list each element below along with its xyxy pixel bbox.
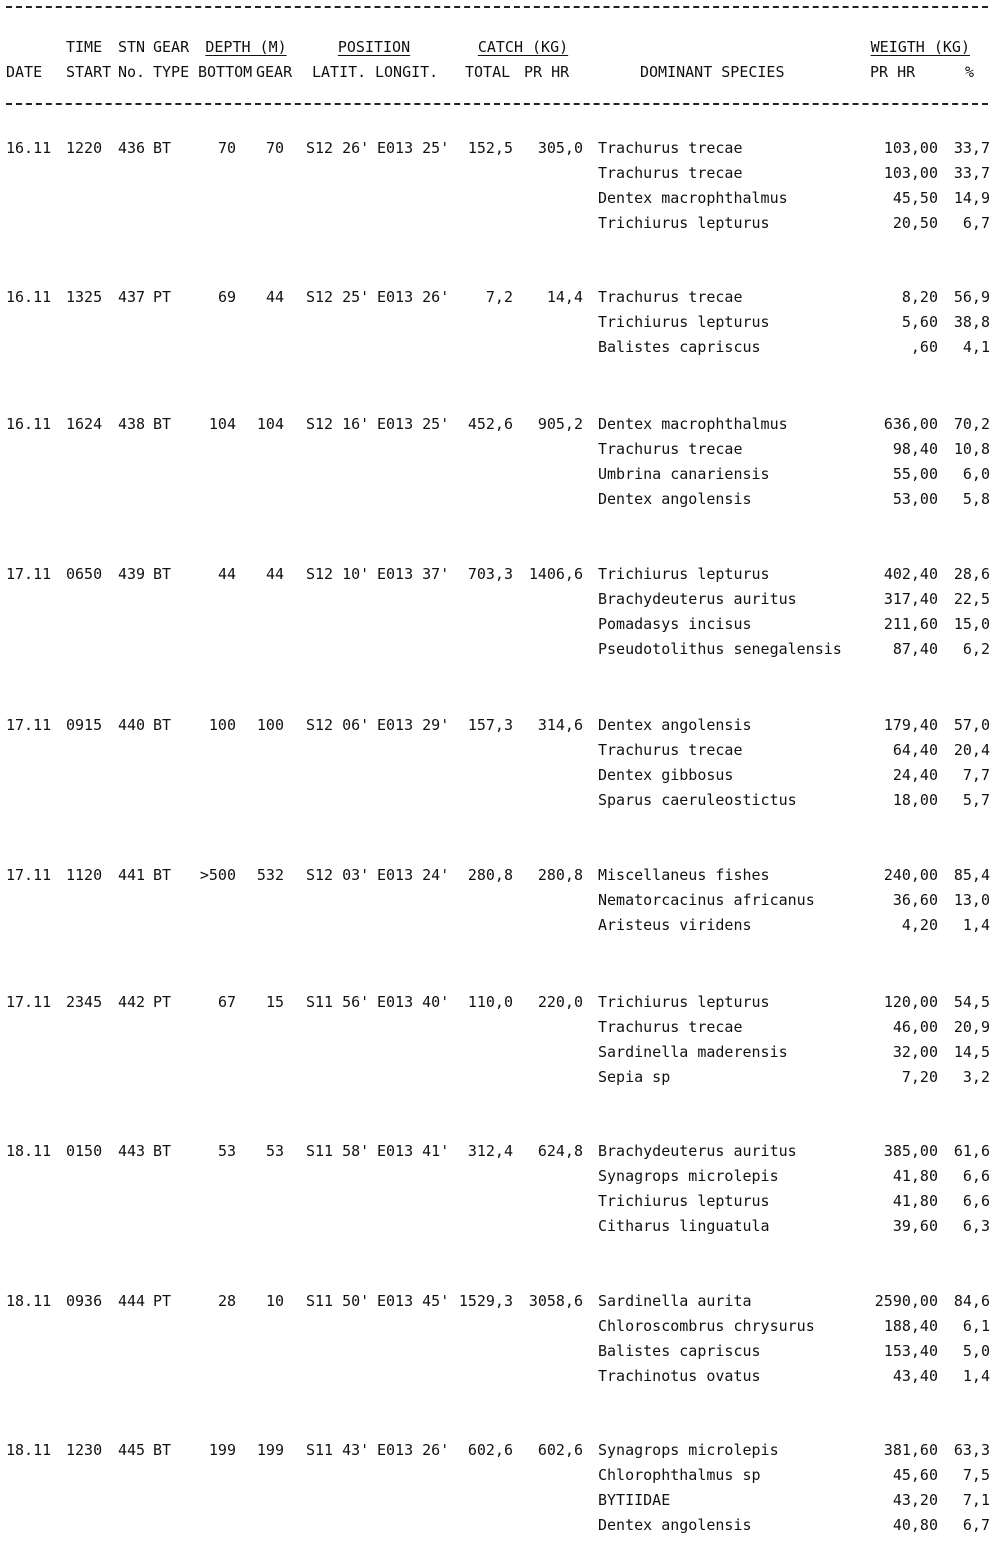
cell-depth-gear: 532 <box>256 866 284 884</box>
cell-species-pct: 22,5 <box>953 590 990 608</box>
cell-gear-type: BT <box>153 1142 172 1160</box>
header-depth-group: DEPTH (M) <box>205 38 287 56</box>
cell-species-pct: 5,7 <box>962 791 990 809</box>
cell-date: 16.11 <box>6 139 52 157</box>
cell-catch-prhr: 220,0 <box>537 993 583 1011</box>
cell-station-no: 441 <box>118 866 146 884</box>
cell-species-pct: 38,8 <box>953 313 990 331</box>
cell-species-weight: 5,60 <box>901 313 938 331</box>
header-depth-bottom: BOTTOM <box>198 63 253 81</box>
cell-species-weight: 381,60 <box>883 1441 938 1459</box>
cell-date: 18.11 <box>6 1441 52 1459</box>
cell-species-pct: 14,5 <box>953 1043 990 1061</box>
cell-species-pct: 3,2 <box>962 1068 990 1086</box>
cell-species-pct: 61,6 <box>953 1142 990 1160</box>
cell-species-name: Sardinella aurita <box>598 1292 752 1310</box>
cell-species-name: Umbrina canariensis <box>598 465 770 483</box>
cell-catch-total: 280,8 <box>467 866 513 884</box>
header-date: DATE <box>6 63 43 81</box>
cell-depth-gear: 70 <box>265 139 284 157</box>
cell-species-weight: 41,80 <box>892 1192 938 1210</box>
cell-species-weight: 2590,00 <box>874 1292 938 1310</box>
cell-species-name: Pseudotolithus senegalensis <box>598 640 842 658</box>
cell-species-weight: 41,80 <box>892 1167 938 1185</box>
cell-species-name: Trichiurus lepturus <box>598 993 770 1011</box>
cell-gear-type: BT <box>153 1441 172 1459</box>
cell-species-name: Synagrops microlepis <box>598 1167 779 1185</box>
cell-species-pct: 57,0 <box>953 716 990 734</box>
cell-gear-type: BT <box>153 565 172 583</box>
cell-gear-type: PT <box>153 993 172 1011</box>
cell-species-weight: 7,20 <box>901 1068 938 1086</box>
cell-start-time: 1120 <box>66 866 103 884</box>
cell-longitude: E013 25' <box>377 415 450 433</box>
cell-catch-total: 312,4 <box>467 1142 513 1160</box>
cell-catch-total: 7,2 <box>485 288 513 306</box>
cell-species-name: Balistes capriscus <box>598 1342 761 1360</box>
cell-species-weight: 188,40 <box>883 1317 938 1335</box>
cell-species-weight: 402,40 <box>883 565 938 583</box>
cell-depth-bottom: 67 <box>217 993 236 1011</box>
cell-depth-bottom: 104 <box>208 415 236 433</box>
cell-species-pct: 7,5 <box>962 1466 990 1484</box>
cell-species-weight: 43,20 <box>892 1491 938 1509</box>
header-gear: GEAR <box>153 38 190 56</box>
cell-species-name: Nematorcacinus africanus <box>598 891 815 909</box>
cell-species-weight: 87,40 <box>892 640 938 658</box>
cell-station-no: 440 <box>118 716 146 734</box>
cell-species-weight: 24,40 <box>892 766 938 784</box>
cell-station-no: 436 <box>118 139 146 157</box>
cell-depth-gear: 15 <box>265 993 284 1011</box>
cell-species-name: Miscellaneus fishes <box>598 866 770 884</box>
cell-start-time: 1220 <box>66 139 103 157</box>
cell-catch-prhr: 1406,6 <box>528 565 583 583</box>
cell-longitude: E013 41' <box>377 1142 450 1160</box>
cell-species-weight: 46,00 <box>892 1018 938 1036</box>
cell-species-pct: 7,1 <box>962 1491 990 1509</box>
cell-species-pct: 10,8 <box>953 440 990 458</box>
cell-latitude: S12 16' <box>306 415 370 433</box>
cell-date: 17.11 <box>6 866 52 884</box>
header-catch-total: TOTAL <box>465 63 511 81</box>
cell-gear-type: BT <box>153 139 172 157</box>
cell-species-pct: 1,4 <box>962 916 990 934</box>
cell-species-weight: 103,00 <box>883 164 938 182</box>
cell-species-pct: 54,5 <box>953 993 990 1011</box>
cell-longitude: E013 24' <box>377 866 450 884</box>
cell-species-name: Brachydeuterus auritus <box>598 1142 797 1160</box>
cell-species-name: Citharus linguatula <box>598 1217 770 1235</box>
header-weight-group: WEIGTH (KG) <box>870 38 970 56</box>
cell-catch-prhr: 3058,6 <box>528 1292 583 1310</box>
cell-species-weight: 36,60 <box>892 891 938 909</box>
cell-date: 17.11 <box>6 565 52 583</box>
cell-species-name: Aristeus viridens <box>598 916 752 934</box>
cell-start-time: 1325 <box>66 288 103 306</box>
cell-latitude: S12 26' <box>306 139 370 157</box>
cell-catch-prhr: 314,6 <box>537 716 583 734</box>
cell-latitude: S11 50' <box>306 1292 370 1310</box>
cell-catch-total: 703,3 <box>467 565 513 583</box>
cell-catch-total: 602,6 <box>467 1441 513 1459</box>
cell-species-pct: 6,0 <box>962 465 990 483</box>
cell-species-weight: 4,20 <box>901 916 938 934</box>
cell-date: 16.11 <box>6 415 52 433</box>
cell-species-name: Trachurus trecae <box>598 440 743 458</box>
cell-species-name: Sardinella maderensis <box>598 1043 788 1061</box>
cell-species-name: Trachurus trecae <box>598 139 743 157</box>
cell-species-name: Dentex macrophthalmus <box>598 189 788 207</box>
cell-station-no: 439 <box>118 565 146 583</box>
cell-latitude: S11 58' <box>306 1142 370 1160</box>
cell-latitude: S12 10' <box>306 565 370 583</box>
cell-gear-type: BT <box>153 716 172 734</box>
cell-species-name: Dentex angolensis <box>598 490 752 508</box>
cell-date: 16.11 <box>6 288 52 306</box>
cell-species-name: Pomadasys incisus <box>598 615 752 633</box>
cell-species-pct: 56,9 <box>953 288 990 306</box>
cell-date: 17.11 <box>6 716 52 734</box>
cell-species-name: Trachurus trecae <box>598 164 743 182</box>
cell-species-name: BYTIIDAE <box>598 1491 671 1509</box>
cell-species-weight: 64,40 <box>892 741 938 759</box>
cell-species-weight: ,60 <box>910 338 938 356</box>
cell-longitude: E013 26' <box>377 1441 450 1459</box>
cell-start-time: 1230 <box>66 1441 103 1459</box>
cell-start-time: 0150 <box>66 1142 103 1160</box>
cell-species-pct: 33,7 <box>953 164 990 182</box>
cell-species-weight: 385,00 <box>883 1142 938 1160</box>
cell-species-name: Trichiurus lepturus <box>598 214 770 232</box>
cell-catch-prhr: 305,0 <box>537 139 583 157</box>
cell-species-name: Sepia sp <box>598 1068 671 1086</box>
cell-species-weight: 53,00 <box>892 490 938 508</box>
cell-start-time: 0936 <box>66 1292 103 1310</box>
header-catch-prhr: PR HR <box>524 63 570 81</box>
cell-species-pct: 7,7 <box>962 766 990 784</box>
header-position-group: POSITION <box>337 38 411 56</box>
cell-gear-type: PT <box>153 288 172 306</box>
header-stn-no: No. <box>118 63 146 81</box>
cell-station-no: 445 <box>118 1441 146 1459</box>
cell-depth-gear: 100 <box>256 716 284 734</box>
cell-species-pct: 28,6 <box>953 565 990 583</box>
cell-catch-total: 152,5 <box>467 139 513 157</box>
cell-species-name: Trichiurus lepturus <box>598 1192 770 1210</box>
cell-species-weight: 40,80 <box>892 1516 938 1534</box>
cell-catch-prhr: 14,4 <box>546 288 583 306</box>
cell-species-weight: 45,60 <box>892 1466 938 1484</box>
header-rule <box>6 103 988 105</box>
cell-catch-total: 110,0 <box>467 993 513 1011</box>
cell-longitude: E013 25' <box>377 139 450 157</box>
cell-species-pct: 6,2 <box>962 640 990 658</box>
cell-date: 17.11 <box>6 993 52 1011</box>
cell-latitude: S12 06' <box>306 716 370 734</box>
header-catch-group: CATCH (KG) <box>477 38 569 56</box>
cell-species-weight: 55,00 <box>892 465 938 483</box>
cell-depth-bottom: 28 <box>217 1292 236 1310</box>
cell-depth-gear: 44 <box>265 288 284 306</box>
cell-depth-gear: 10 <box>265 1292 284 1310</box>
cell-latitude: S12 25' <box>306 288 370 306</box>
cell-species-pct: 6,7 <box>962 1516 990 1534</box>
cell-station-no: 443 <box>118 1142 146 1160</box>
cell-species-pct: 6,6 <box>962 1192 990 1210</box>
cell-species-weight: 45,50 <box>892 189 938 207</box>
cell-species-name: Synagrops microlepis <box>598 1441 779 1459</box>
cell-latitude: S11 43' <box>306 1441 370 1459</box>
header-latitude: LATIT. <box>312 63 367 81</box>
top-rule <box>6 6 988 8</box>
header-stn: STN <box>118 38 146 56</box>
cell-station-no: 444 <box>118 1292 146 1310</box>
cell-species-pct: 6,1 <box>962 1317 990 1335</box>
cell-species-name: Trachurus trecae <box>598 741 743 759</box>
cell-depth-gear: 44 <box>265 565 284 583</box>
cell-species-pct: 20,4 <box>953 741 990 759</box>
cell-species-name: Trichiurus lepturus <box>598 565 770 583</box>
cell-longitude: E013 37' <box>377 565 450 583</box>
header-longitude: LONGIT. <box>375 63 439 81</box>
cell-station-no: 437 <box>118 288 146 306</box>
cell-species-pct: 4,1 <box>962 338 990 356</box>
cell-species-weight: 240,00 <box>883 866 938 884</box>
cell-species-weight: 179,40 <box>883 716 938 734</box>
cell-depth-bottom: 199 <box>208 1441 236 1459</box>
cell-species-name: Dentex gibbosus <box>598 766 734 784</box>
cell-depth-bottom: 100 <box>208 716 236 734</box>
cell-species-pct: 13,0 <box>953 891 990 909</box>
cell-species-pct: 6,3 <box>962 1217 990 1235</box>
cell-date: 18.11 <box>6 1292 52 1310</box>
cell-species-name: Sparus caeruleostictus <box>598 791 797 809</box>
cell-catch-total: 1529,3 <box>458 1292 513 1310</box>
cell-species-weight: 18,00 <box>892 791 938 809</box>
cell-start-time: 0650 <box>66 565 103 583</box>
cell-species-name: Trachurus trecae <box>598 288 743 306</box>
cell-species-pct: 63,3 <box>953 1441 990 1459</box>
cell-catch-total: 452,6 <box>467 415 513 433</box>
cell-species-pct: 33,7 <box>953 139 990 157</box>
cell-species-name: Dentex angolensis <box>598 716 752 734</box>
cell-species-name: Trichiurus lepturus <box>598 313 770 331</box>
cell-species-name: Balistes capriscus <box>598 338 761 356</box>
cell-species-weight: 32,00 <box>892 1043 938 1061</box>
cell-species-pct: 14,9 <box>953 189 990 207</box>
header-time: TIME <box>66 38 103 56</box>
cell-species-name: Dentex angolensis <box>598 1516 752 1534</box>
cell-gear-type: BT <box>153 415 172 433</box>
cell-species-weight: 8,20 <box>901 288 938 306</box>
cell-species-name: Brachydeuterus auritus <box>598 590 797 608</box>
cell-catch-total: 157,3 <box>467 716 513 734</box>
cell-species-name: Trachinotus ovatus <box>598 1367 761 1385</box>
cell-species-weight: 636,00 <box>883 415 938 433</box>
cell-depth-bottom: 53 <box>217 1142 236 1160</box>
cell-species-pct: 84,6 <box>953 1292 990 1310</box>
cell-depth-bottom: 44 <box>217 565 236 583</box>
cell-species-pct: 85,4 <box>953 866 990 884</box>
cell-species-name: Chloroscombrus chrysurus <box>598 1317 815 1335</box>
cell-depth-gear: 104 <box>256 415 284 433</box>
cell-species-name: Chlorophthalmus sp <box>598 1466 761 1484</box>
cell-species-weight: 211,60 <box>883 615 938 633</box>
cell-depth-bottom: 70 <box>217 139 236 157</box>
header-start: START <box>66 63 112 81</box>
cell-species-pct: 6,7 <box>962 214 990 232</box>
cell-species-pct: 15,0 <box>953 615 990 633</box>
cell-depth-gear: 53 <box>265 1142 284 1160</box>
cell-longitude: E013 45' <box>377 1292 450 1310</box>
cell-date: 18.11 <box>6 1142 52 1160</box>
cell-species-weight: 39,60 <box>892 1217 938 1235</box>
header-weight-pct: % <box>965 63 975 81</box>
cell-species-weight: 98,40 <box>892 440 938 458</box>
cell-species-weight: 153,40 <box>883 1342 938 1360</box>
cell-catch-prhr: 602,6 <box>537 1441 583 1459</box>
cell-gear-type: BT <box>153 866 172 884</box>
cell-latitude: S11 56' <box>306 993 370 1011</box>
cell-species-weight: 20,50 <box>892 214 938 232</box>
cell-catch-prhr: 624,8 <box>537 1142 583 1160</box>
cell-species-pct: 1,4 <box>962 1367 990 1385</box>
cell-species-pct: 5,8 <box>962 490 990 508</box>
cell-start-time: 1624 <box>66 415 103 433</box>
cell-species-pct: 6,6 <box>962 1167 990 1185</box>
cell-start-time: 2345 <box>66 993 103 1011</box>
cell-depth-gear: 199 <box>256 1441 284 1459</box>
header-dominant-species: DOMINANT SPECIES <box>640 63 785 81</box>
cell-start-time: 0915 <box>66 716 103 734</box>
cell-species-pct: 70,2 <box>953 415 990 433</box>
cell-catch-prhr: 905,2 <box>537 415 583 433</box>
cell-station-no: 442 <box>118 993 146 1011</box>
cell-gear-type: PT <box>153 1292 172 1310</box>
cell-station-no: 438 <box>118 415 146 433</box>
cell-species-pct: 20,9 <box>953 1018 990 1036</box>
cell-longitude: E013 26' <box>377 288 450 306</box>
header-depth-gear: GEAR <box>256 63 293 81</box>
cell-latitude: S12 03' <box>306 866 370 884</box>
cell-species-name: Trachurus trecae <box>598 1018 743 1036</box>
cell-species-weight: 103,00 <box>883 139 938 157</box>
cell-species-pct: 5,0 <box>962 1342 990 1360</box>
cell-species-weight: 317,40 <box>883 590 938 608</box>
cell-species-name: Dentex macrophthalmus <box>598 415 788 433</box>
cell-depth-bottom: 69 <box>217 288 236 306</box>
cell-species-weight: 120,00 <box>883 993 938 1011</box>
header-weight-prhr: PR HR <box>870 63 916 81</box>
cell-longitude: E013 29' <box>377 716 450 734</box>
cell-species-weight: 43,40 <box>892 1367 938 1385</box>
header-gear-type: TYPE <box>153 63 190 81</box>
cell-longitude: E013 40' <box>377 993 450 1011</box>
cell-catch-prhr: 280,8 <box>537 866 583 884</box>
cell-depth-bottom: >500 <box>199 866 236 884</box>
